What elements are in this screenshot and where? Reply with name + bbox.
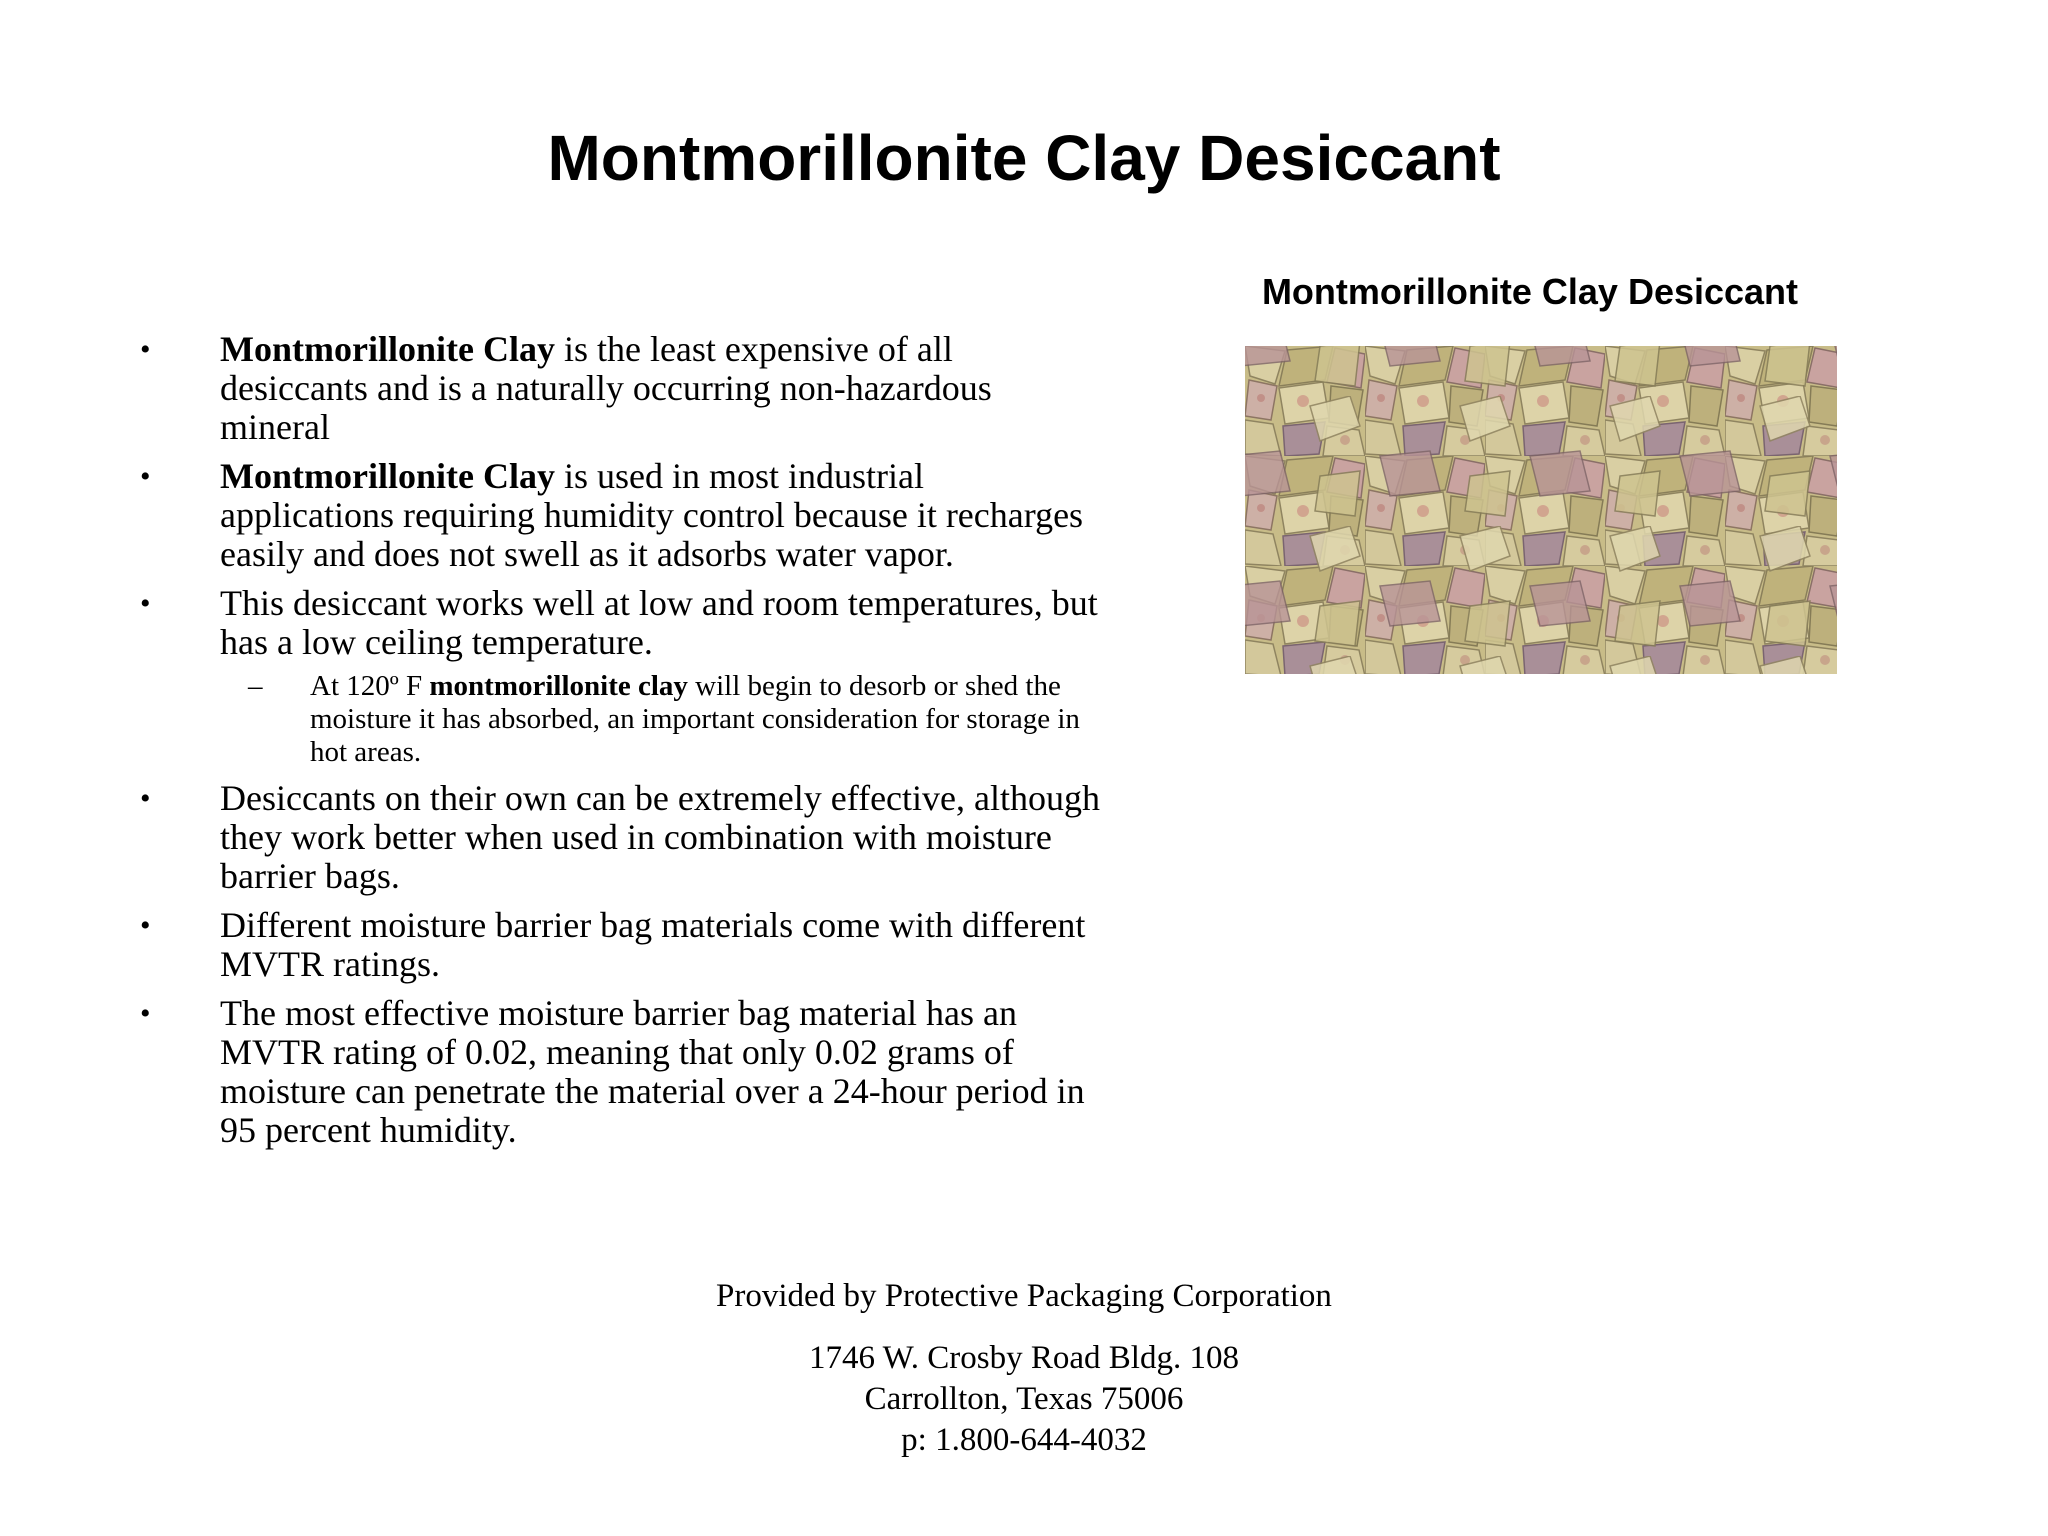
footer-provided-by: Provided by Protective Packaging Corporation	[716, 1278, 1332, 1314]
sub-bullet-bold: montmorillonite clay	[429, 670, 688, 702]
image-caption: Montmorillonite Clay Desiccant	[1261, 271, 1799, 312]
sub-bullet-dash: –	[248, 670, 263, 702]
clay-desiccant-image	[1245, 346, 1837, 674]
bullet-dot: •	[140, 333, 151, 366]
sub-bullet-text: will begin to desorb or shed the moisture it has absorbed, an important consideration for storage in hot areas.	[310, 670, 1080, 768]
bullet-dot: •	[140, 587, 151, 620]
bullet-item	[140, 994, 1100, 1150]
address-line-2: Carrollton, Texas 75006	[864, 1381, 1184, 1417]
bullet-dot: •	[140, 782, 151, 815]
sub-bullet-item	[220, 670, 1100, 769]
bullet-dot: •	[140, 460, 151, 493]
sub-bullet-list	[220, 670, 1100, 769]
bullet-item	[140, 906, 1100, 984]
phone-number: p: 1.800-644-4032	[901, 1422, 1147, 1458]
bullet-list	[140, 330, 1100, 1160]
bullet-bold: Montmorillonite Clay	[220, 329, 555, 369]
bullet-text: is the least expensive of all desiccants and is a naturally occurring non-hazardous mineral	[220, 329, 992, 447]
bullet-text: This desiccant works well at low and room temperatures, but has a low ceiling temperature.	[220, 583, 1098, 662]
footer-address	[0, 1338, 2048, 1461]
bullet-dot: •	[140, 909, 151, 942]
bullet-text: The most effective moisture barrier bag material has an MVTR rating of 0.02, meaning that only 0.02 grams of moisture can penetrate the material over a 24-hour period in 95 percent humidity.	[220, 993, 1085, 1150]
bullet-text: Different moisture barrier bag materials come with different MVTR ratings.	[220, 905, 1086, 984]
bullet-text: Desiccants on their own can be extremely effective, although they work better when used in combination with moisture barrier bags.	[220, 778, 1100, 896]
slide-title: Montmorillonite Clay Desiccant	[547, 122, 1501, 194]
sub-bullet-prefix: At 120º F	[310, 670, 430, 702]
bullet-bold: Montmorillonite Clay	[220, 456, 555, 496]
bullet-item	[140, 584, 1100, 769]
clay-photo-svg	[1245, 346, 1837, 674]
bullet-text: is used in most industrial applications requiring humidity control because it recharges easily and does not swell as it adsorbs water vapor.	[220, 456, 1084, 574]
bullet-item	[140, 779, 1100, 896]
bullet-dot: •	[140, 997, 151, 1030]
bullet-item	[140, 330, 1100, 447]
bullet-item	[140, 457, 1100, 574]
address-line-1: 1746 W. Crosby Road Bldg. 108	[809, 1340, 1239, 1376]
